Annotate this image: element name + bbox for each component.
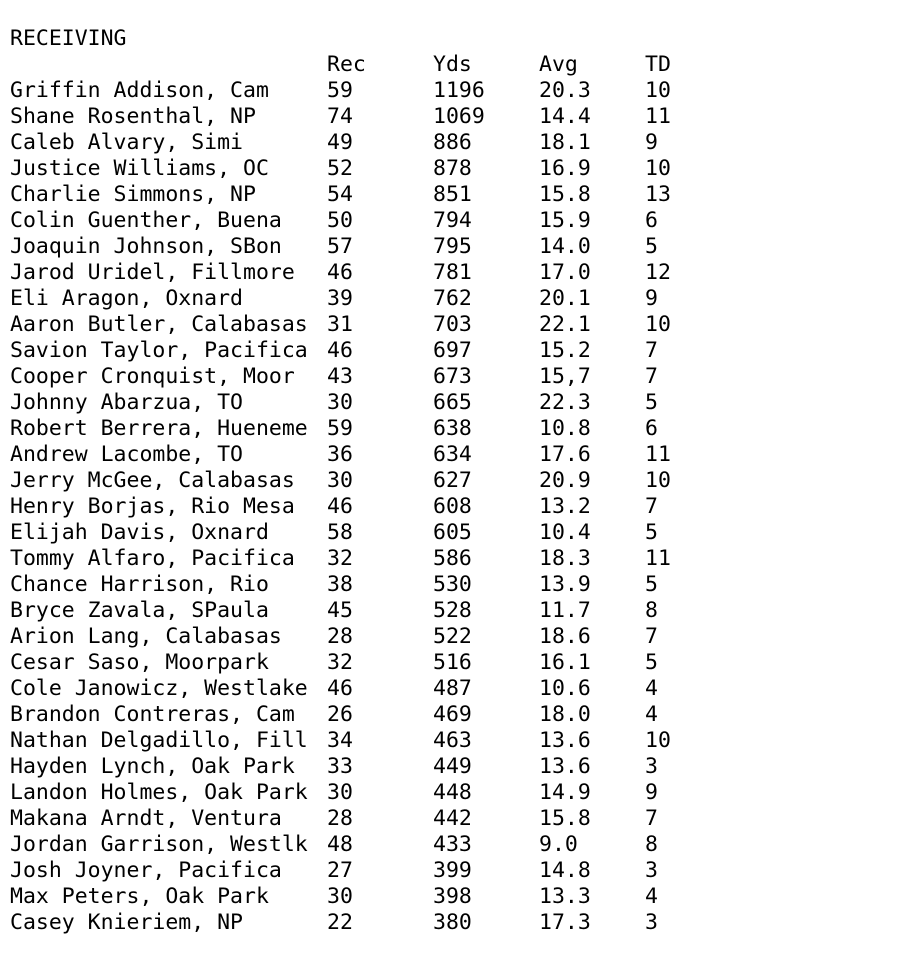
rec-value: 45 [327,598,353,623]
column-header-yds: Yds [433,52,472,77]
avg-value: 18.1 [539,130,591,155]
player-name: Arion Lang, Calabasas [10,624,282,649]
yds-value: 703 [433,312,472,337]
yds-value: 487 [433,676,472,701]
td-value: 3 [645,858,658,883]
rec-value: 49 [327,130,353,155]
td-value: 5 [645,390,658,415]
yds-value: 878 [433,156,472,181]
td-value: 12 [645,260,671,285]
player-name: Johnny Abarzua, TO [10,390,243,415]
rec-value: 43 [327,364,353,389]
table-row [10,754,658,780]
avg-value: 13.9 [539,572,591,597]
avg-value: 15.2 [539,338,591,363]
rec-value: 58 [327,520,353,545]
rec-value: 46 [327,338,353,363]
player-name: Colin Guenther, Buena [10,208,282,233]
td-value: 11 [645,546,671,571]
rec-value: 50 [327,208,353,233]
avg-value: 15.9 [539,208,591,233]
yds-value: 638 [433,416,472,441]
td-value: 4 [645,702,658,727]
rec-value: 54 [327,182,353,207]
table-row [10,286,658,312]
table-row [10,130,658,156]
avg-value: 20.9 [539,468,591,493]
td-value: 13 [645,182,671,207]
player-name: Josh Joyner, Pacifica [10,858,282,883]
column-header-avg: Avg [539,52,578,77]
yds-value: 1069 [433,104,485,129]
table-row [10,520,658,546]
td-value: 3 [645,910,658,935]
td-value: 8 [645,598,658,623]
table-row [10,780,658,806]
player-name: Robert Berrera, Hueneme [10,416,308,441]
yds-value: 530 [433,572,472,597]
table-row [10,702,658,728]
player-name: Bryce Zavala, SPaula [10,598,269,623]
yds-value: 586 [433,546,472,571]
player-name: Griffin Addison, Cam [10,78,269,103]
rec-value: 27 [327,858,353,883]
td-value: 7 [645,494,658,519]
td-value: 5 [645,234,658,259]
table-row [10,884,658,910]
rec-value: 39 [327,286,353,311]
table-row [10,832,658,858]
td-value: 3 [645,754,658,779]
rec-value: 34 [327,728,353,753]
table-row [10,676,658,702]
receiving-stats-document [10,26,671,936]
avg-value: 18.0 [539,702,591,727]
rec-value: 31 [327,312,353,337]
yds-value: 794 [433,208,472,233]
yds-value: 442 [433,806,472,831]
avg-value: 13.3 [539,884,591,909]
yds-value: 886 [433,130,472,155]
player-name: Hayden Lynch, Oak Park [10,754,295,779]
table-row [10,312,671,338]
avg-value: 18.6 [539,624,591,649]
player-name: Casey Knieriem, NP [10,910,243,935]
yds-value: 673 [433,364,472,389]
rec-value: 33 [327,754,353,779]
rec-value: 57 [327,234,353,259]
player-name: Brandon Contreras, Cam [10,702,295,727]
column-header-td: TD [645,52,671,77]
td-value: 8 [645,832,658,857]
table-row [10,624,658,650]
player-name: Shane Rosenthal, NP [10,104,256,129]
column-header-rec: Rec [327,52,366,77]
avg-value: 20.1 [539,286,591,311]
avg-value: 18.3 [539,546,591,571]
table-row [10,390,658,416]
rec-value: 32 [327,546,353,571]
avg-value: 15.8 [539,806,591,831]
rec-value: 74 [327,104,353,129]
avg-value: 22.3 [539,390,591,415]
avg-value: 14.0 [539,234,591,259]
td-value: 7 [645,364,658,389]
avg-value: 17.0 [539,260,591,285]
table-row [10,364,658,390]
table-row [10,546,671,572]
rec-value: 46 [327,494,353,519]
avg-value: 9.0 [539,832,578,857]
table-row [10,806,658,832]
avg-value: 15,7 [539,364,591,389]
yds-value: 1196 [433,78,485,103]
yds-value: 608 [433,494,472,519]
table-row [10,650,658,676]
avg-value: 13.2 [539,494,591,519]
avg-value: 14.8 [539,858,591,883]
td-value: 11 [645,104,671,129]
rec-value: 46 [327,260,353,285]
player-name: Eli Aragon, Oxnard [10,286,243,311]
rec-value: 28 [327,624,353,649]
player-name: Henry Borjas, Rio Mesa [10,494,295,519]
td-value: 6 [645,416,658,441]
td-value: 6 [645,208,658,233]
table-row [10,728,671,754]
avg-value: 10.4 [539,520,591,545]
rec-value: 36 [327,442,353,467]
avg-value: 10.8 [539,416,591,441]
player-name: Cooper Cronquist, Moor [10,364,295,389]
player-name: Savion Taylor, Pacifica [10,338,308,363]
avg-value: 20.3 [539,78,591,103]
avg-value: 10.6 [539,676,591,701]
rec-value: 30 [327,468,353,493]
td-value: 4 [645,884,658,909]
table-row [10,910,658,936]
player-name: Nathan Delgadillo, Fill [10,728,308,753]
yds-value: 605 [433,520,472,545]
yds-value: 665 [433,390,472,415]
avg-value: 13.6 [539,728,591,753]
yds-value: 448 [433,780,472,805]
avg-value: 16.1 [539,650,591,675]
player-name: Aaron Butler, Calabasas [10,312,308,337]
td-value: 10 [645,312,671,337]
player-name: Joaquin Johnson, SBon [10,234,282,259]
avg-value: 14.9 [539,780,591,805]
rec-value: 32 [327,650,353,675]
table-row [10,104,671,130]
yds-value: 398 [433,884,472,909]
td-value: 7 [645,338,658,363]
table-row [10,260,671,286]
td-value: 10 [645,468,671,493]
yds-value: 463 [433,728,472,753]
rec-value: 22 [327,910,353,935]
table-row [10,338,658,364]
player-name: Tommy Alfaro, Pacifica [10,546,295,571]
table-row [10,858,658,884]
rec-value: 30 [327,884,353,909]
td-value: 7 [645,806,658,831]
yds-value: 399 [433,858,472,883]
avg-value: 16.9 [539,156,591,181]
avg-value: 14.4 [539,104,591,129]
player-name: Andrew Lacombe, TO [10,442,243,467]
player-name: Justice Williams, OC [10,156,269,181]
yds-value: 433 [433,832,472,857]
rec-value: 30 [327,780,353,805]
table-row [10,572,658,598]
td-value: 10 [645,156,671,181]
table-row [10,78,671,104]
table-row [10,468,671,494]
player-name: Makana Arndt, Ventura [10,806,282,831]
yds-value: 697 [433,338,472,363]
rec-value: 52 [327,156,353,181]
td-value: 10 [645,78,671,103]
player-name: Jerry McGee, Calabasas [10,468,295,493]
td-value: 7 [645,624,658,649]
table-row [10,598,658,624]
yds-value: 781 [433,260,472,285]
yds-value: 634 [433,442,472,467]
td-value: 10 [645,728,671,753]
rec-value: 30 [327,390,353,415]
player-name: Elijah Davis, Oxnard [10,520,269,545]
td-value: 5 [645,520,658,545]
player-name: Landon Holmes, Oak Park [10,780,308,805]
yds-value: 627 [433,468,472,493]
player-name: Cesar Saso, Moorpark [10,650,269,675]
td-value: 5 [645,650,658,675]
yds-value: 762 [433,286,472,311]
yds-value: 522 [433,624,472,649]
avg-value: 22.1 [539,312,591,337]
player-name: Caleb Alvary, Simi [10,130,243,155]
yds-value: 795 [433,234,472,259]
td-value: 11 [645,442,671,467]
avg-value: 17.3 [539,910,591,935]
player-name: Jarod Uridel, Fillmore [10,260,295,285]
avg-value: 17.6 [539,442,591,467]
rec-value: 46 [327,676,353,701]
yds-value: 469 [433,702,472,727]
avg-value: 15.8 [539,182,591,207]
td-value: 4 [645,676,658,701]
column-header-row [10,52,671,78]
avg-value: 13.6 [539,754,591,779]
table-row [10,442,671,468]
yds-value: 516 [433,650,472,675]
player-name: Jordan Garrison, Westlk [10,832,308,857]
td-value: 9 [645,286,658,311]
table-row [10,416,658,442]
td-value: 5 [645,572,658,597]
rec-value: 59 [327,78,353,103]
player-name: Max Peters, Oak Park [10,884,269,909]
table-row [10,494,658,520]
yds-value: 528 [433,598,472,623]
avg-value: 11.7 [539,598,591,623]
player-name: Cole Janowicz, Westlake [10,676,308,701]
table-row [10,156,671,182]
section-title: RECEIVING [10,26,127,51]
yds-value: 449 [433,754,472,779]
td-value: 9 [645,780,658,805]
table-row [10,208,658,234]
td-value: 9 [645,130,658,155]
player-name: Charlie Simmons, NP [10,182,256,207]
table-row [10,182,671,208]
rec-value: 26 [327,702,353,727]
rec-value: 59 [327,416,353,441]
rec-value: 38 [327,572,353,597]
stats-rows [10,78,671,936]
rec-value: 28 [327,806,353,831]
player-name: Chance Harrison, Rio [10,572,269,597]
yds-value: 851 [433,182,472,207]
yds-value: 380 [433,910,472,935]
rec-value: 48 [327,832,353,857]
table-row [10,234,658,260]
